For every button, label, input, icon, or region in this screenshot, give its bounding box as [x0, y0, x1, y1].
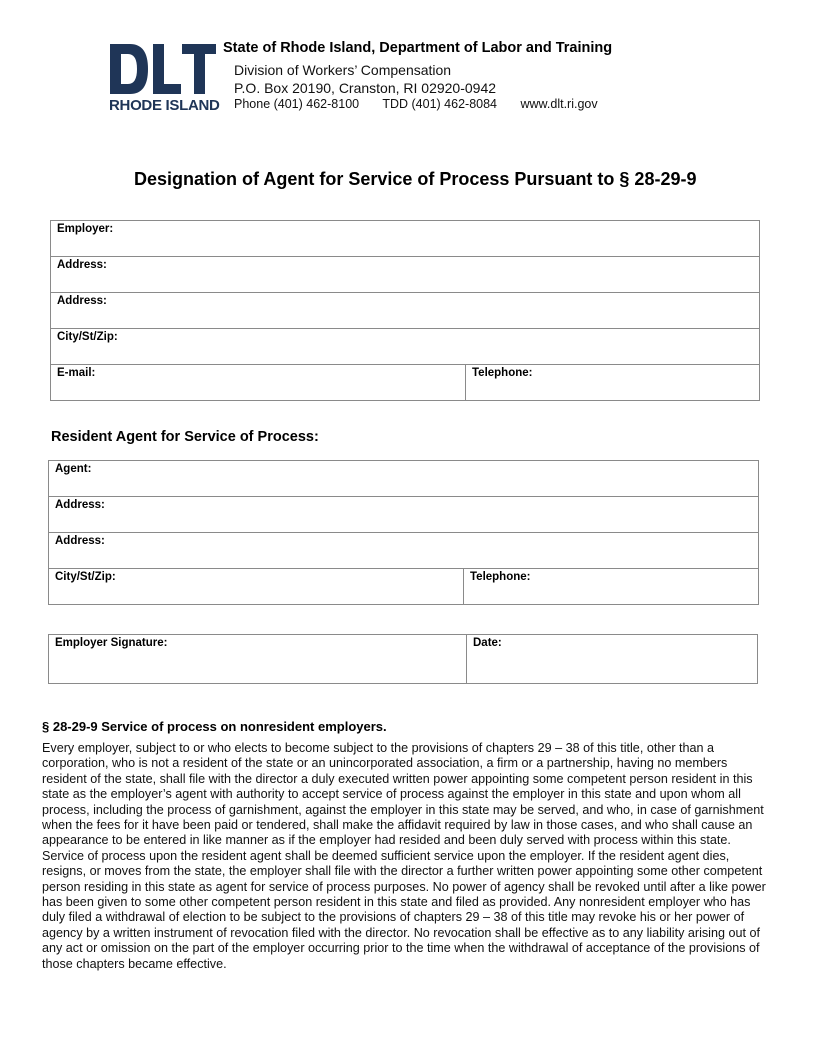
- date-field[interactable]: [467, 635, 758, 684]
- statute-body: Every employer, subject to or who elects to become subject to the provisions of chapters 29 – 38 of this title, other than a corporation, who is not a resident of the state or an unincorporated association, a firm or a partnership, having no members resident of the state, shall file with the director a duly executed written power appointing some competent person resident in this state as the employer’s agent with authority to accept service of process against the employer in this state and upon whom all process, including the process of garnishment, against the employer in this state may be served, and who, in case of garnishment when the fees for it have been paid or tendered, shall make the affidavit required by law in those cases, and who shall cause an appearance to be entered in like manner as if the employer had resided and been duly served with process within this state. Service of process upon the resident agent shall be deemed sufficient service upon the employer. If the resident agent dies, resigns, or moves from the state, the employer shall file with the director a further written power appointing some other competent person residing in this state as agent for service of process purposes. No power of agency shall be revoked until after a like power has been given to some other competent person resident in this state and filed as provided. Any nonresident employer who has duly filed a withdrawal of election to be subject to the provisions of chapters 29 – 38 of this title may revoke his or her power of agency by a written instrument of revocation filed with the director. No revocation shall be effective as to any liability arising out of any act or omission on the part of the employer occurring prior to the time when the withdrawal of acceptance of the provisions of those chapters became effective.: [42, 741, 766, 971]
- agent-label: Agent:: [55, 463, 92, 475]
- dlt-logo-letters: [108, 42, 218, 96]
- agent-section-heading: Resident Agent for Service of Process:: [51, 429, 319, 445]
- tdd-number: TDD (401) 462-8084: [382, 97, 498, 111]
- date-label: Date:: [473, 637, 502, 649]
- citystzip-label: City/St/Zip:: [55, 571, 116, 583]
- dlt-logo: [108, 42, 218, 114]
- signature-table: [48, 634, 758, 684]
- website-link[interactable]: www.dlt.ri.gov: [520, 97, 598, 111]
- citystzip-label: City/St/Zip:: [57, 331, 118, 343]
- contact-line: [234, 97, 598, 111]
- statute-heading: § 28-29-9 Service of process on nonresident employers.: [42, 719, 387, 734]
- agent-field[interactable]: [49, 461, 759, 497]
- logo-state-name: RHODE ISLAND: [109, 97, 220, 114]
- address-label: Address:: [55, 535, 105, 547]
- phone-number: Phone (401) 462-8100: [234, 97, 360, 111]
- agent-telephone-field[interactable]: [464, 569, 759, 605]
- employer-label: Employer:: [57, 223, 114, 235]
- division-name: Division of Workers’ Compensation: [234, 62, 452, 78]
- employer-address1-field[interactable]: [51, 257, 760, 293]
- page-title: Designation of Agent for Service of Process Pursuant to § 28-29-9: [134, 169, 697, 189]
- address-label: Address:: [55, 499, 105, 511]
- employer-field[interactable]: [51, 221, 760, 257]
- employer-email-field[interactable]: [51, 365, 466, 401]
- agent-info-table: [48, 460, 759, 605]
- employer-address2-field[interactable]: [51, 293, 760, 329]
- employer-signature-field[interactable]: [49, 635, 467, 684]
- po-box-address: P.O. Box 20190, Cranston, RI 02920-0942: [234, 80, 497, 96]
- employer-citystzip-field[interactable]: [51, 329, 760, 365]
- address-label: Address:: [57, 295, 107, 307]
- email-label: E-mail:: [57, 367, 96, 379]
- employer-telephone-field[interactable]: [466, 365, 760, 401]
- signature-label: Employer Signature:: [55, 637, 168, 649]
- employer-info-table: [50, 220, 760, 401]
- org-name: State of Rhode Island, Department of Labor and Training: [223, 40, 613, 56]
- agent-citystzip-field[interactable]: [49, 569, 464, 605]
- agent-address2-field[interactable]: [49, 533, 759, 569]
- address-label: Address:: [57, 259, 107, 271]
- rhode-island-map-icon: [122, 57, 134, 82]
- agent-address1-field[interactable]: [49, 497, 759, 533]
- telephone-label: Telephone:: [472, 367, 533, 379]
- telephone-label: Telephone:: [470, 571, 531, 583]
